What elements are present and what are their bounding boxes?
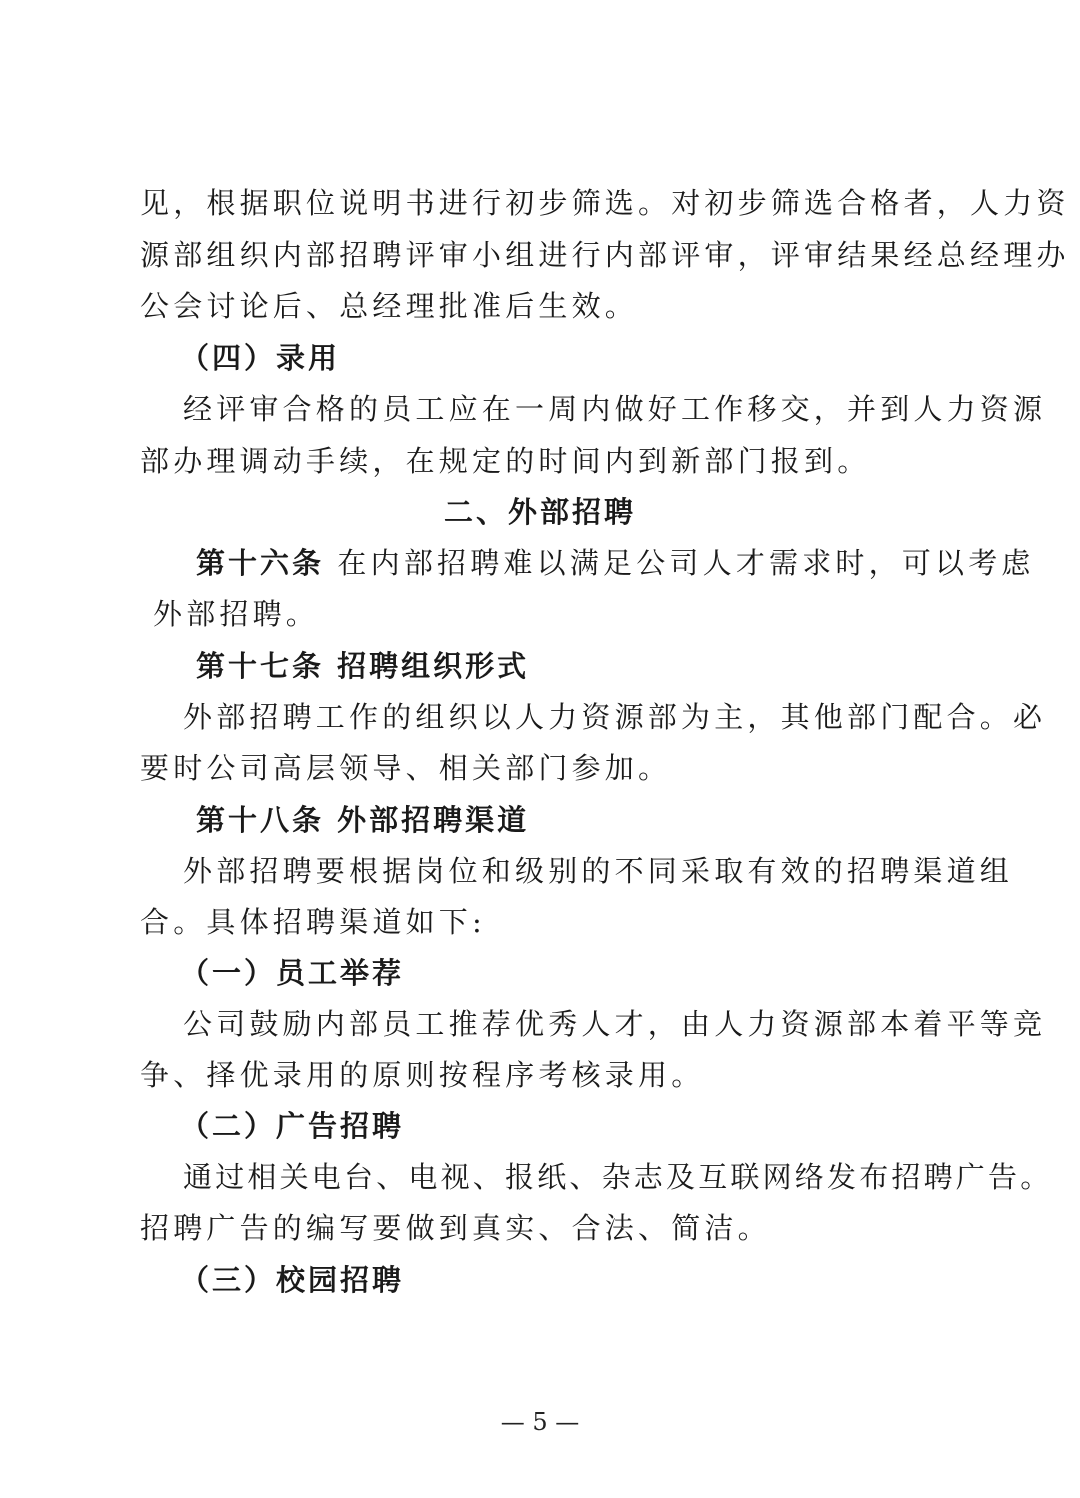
body-line: 外部招聘工作的组织以人力资源部为主，其他部门配合。必 xyxy=(183,700,1047,734)
body-line: 通过相关电台、电视、报纸、杂志及互联网络发布招聘广告。 xyxy=(183,1160,1053,1194)
body-line: 源部组织内部招聘评审小组进行内部评审，评审结果经总经理办 xyxy=(140,238,1070,272)
body-line: 合。具体招聘渠道如下: xyxy=(140,905,486,939)
chapter-title: 二、外部招聘 xyxy=(443,495,636,529)
article-17-heading: 第十七条 招聘组织形式 xyxy=(196,649,530,683)
body-line: 外部招聘。 xyxy=(153,597,320,631)
body-line: 公司鼓励内部员工推荐优秀人才，由人力资源部本着平等竞 xyxy=(183,1007,1047,1041)
section-heading-1: （一）员工举荐 xyxy=(180,956,405,990)
body-line: 外部招聘要根据岗位和级别的不同采取有效的招聘渠道组 xyxy=(183,854,1014,888)
body-line: 公会讨论后、总经理批准后生效。 xyxy=(140,289,639,323)
body-line: 招聘广告的编写要做到真实、合法、简洁。 xyxy=(140,1211,771,1245)
page-number: — 5 — xyxy=(500,1408,580,1436)
body-line: 见，根据职位说明书进行初步筛选。对初步筛选合格者，人力资 xyxy=(140,186,1070,220)
section-heading-2: （二）广告招聘 xyxy=(180,1109,405,1143)
article-16-label: 第十六条 xyxy=(196,546,325,580)
article-18-heading: 第十八条 外部招聘渠道 xyxy=(196,803,530,837)
section-heading-3: （三）校园招聘 xyxy=(180,1263,405,1297)
body-line: 部办理调动手续，在规定的时间内到新部门报到。 xyxy=(140,444,871,478)
article-16-line xyxy=(196,543,1035,583)
body-line: 争、择优录用的原则按程序考核录用。 xyxy=(140,1058,705,1092)
body-line: 经评审合格的员工应在一周内做好工作移交，并到人力资源 xyxy=(183,392,1047,426)
body-line: 要时公司高层领导、相关部门参加。 xyxy=(140,751,672,785)
article-16-text: 在内部招聘难以满足公司人才需求时，可以考虑 xyxy=(324,546,1035,580)
section-heading-4: （四）录用 xyxy=(180,341,341,375)
